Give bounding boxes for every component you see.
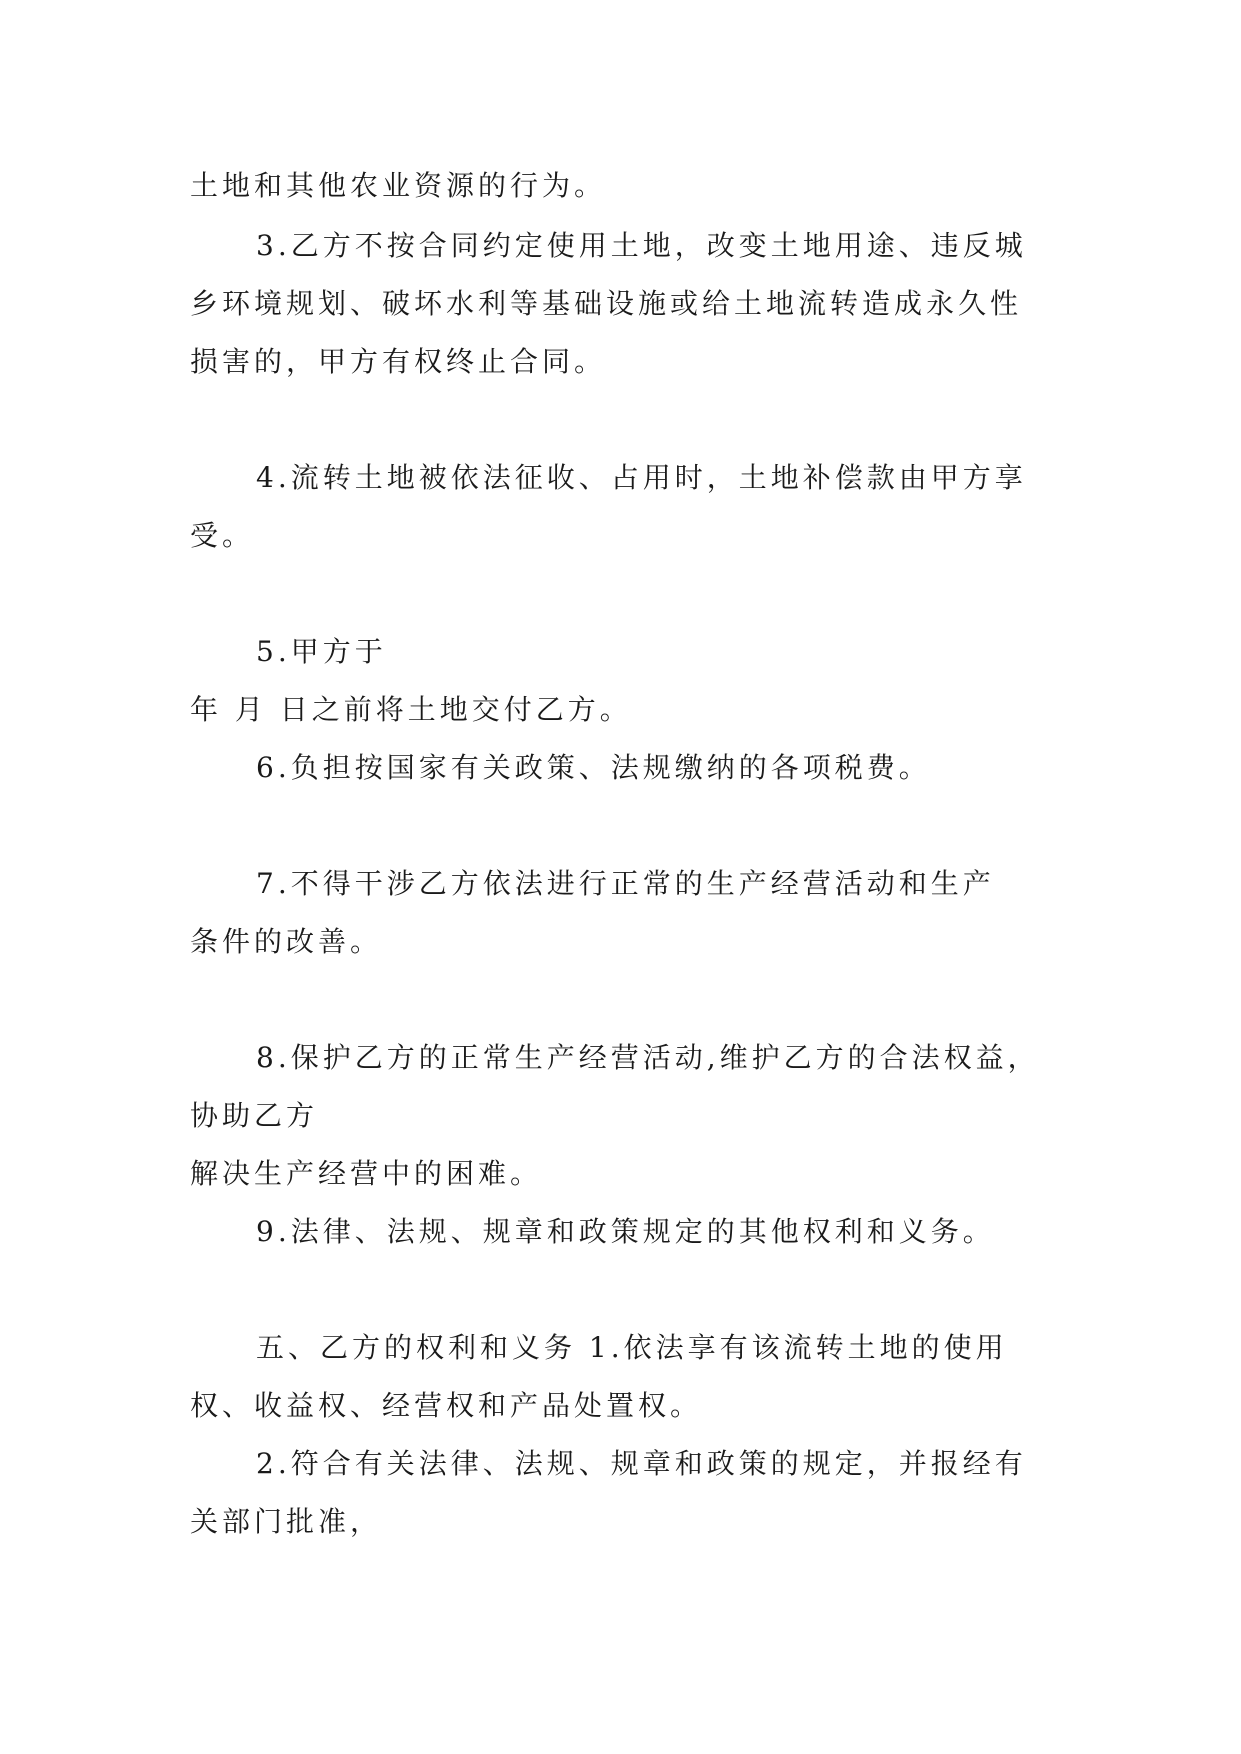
text-line-2: 3.乙方不按合同约定使用土地，改变土地用途、违反城 (256, 229, 1027, 262)
text-line-5: 4.流转土地被依法征收、占用时，土地补偿款由甲方享 (256, 461, 1027, 494)
text-line-18: 2.符合有关法律、法规、规章和政策的规定，并报经有 (256, 1447, 1027, 1480)
text-line-12: 8.保护乙方的正常生产经营活动,维护乙方的合法权益， (256, 1041, 1040, 1074)
text-line-11: 条件的改善。 (190, 925, 383, 958)
text-line-3: 乡环境规划、破坏水利等基础设施或给土地流转造成永久性 (190, 287, 1023, 320)
text-line-1: 土地和其他农业资源的行为。 (190, 169, 607, 202)
text-line-6: 受。 (190, 519, 255, 552)
text-line-10: 7.不得干涉乙方依法进行正常的生产经营活动和生产 (256, 867, 995, 900)
text-line-8: 年 月 日之前将土地交付乙方。 (190, 693, 632, 726)
text-line-14: 解决生产经营中的困难。 (190, 1157, 543, 1190)
text-line-13: 协助乙方 (190, 1099, 319, 1132)
text-line-19: 关部门批准， (190, 1505, 383, 1538)
text-line-4: 损害的，甲方有权终止合同。 (190, 345, 607, 378)
text-line-16: 五、乙方的权利和义务 1.依法享有该流转土地的使用 (256, 1331, 1008, 1364)
text-line-17: 权、收益权、经营权和产品处置权。 (190, 1389, 703, 1422)
text-line-15: 9.法律、法规、规章和政策规定的其他权利和义务。 (256, 1215, 995, 1248)
text-line-9: 6.负担按国家有关政策、法规缴纳的各项税费。 (256, 751, 931, 784)
text-line-7: 5.甲方于 (256, 635, 387, 668)
